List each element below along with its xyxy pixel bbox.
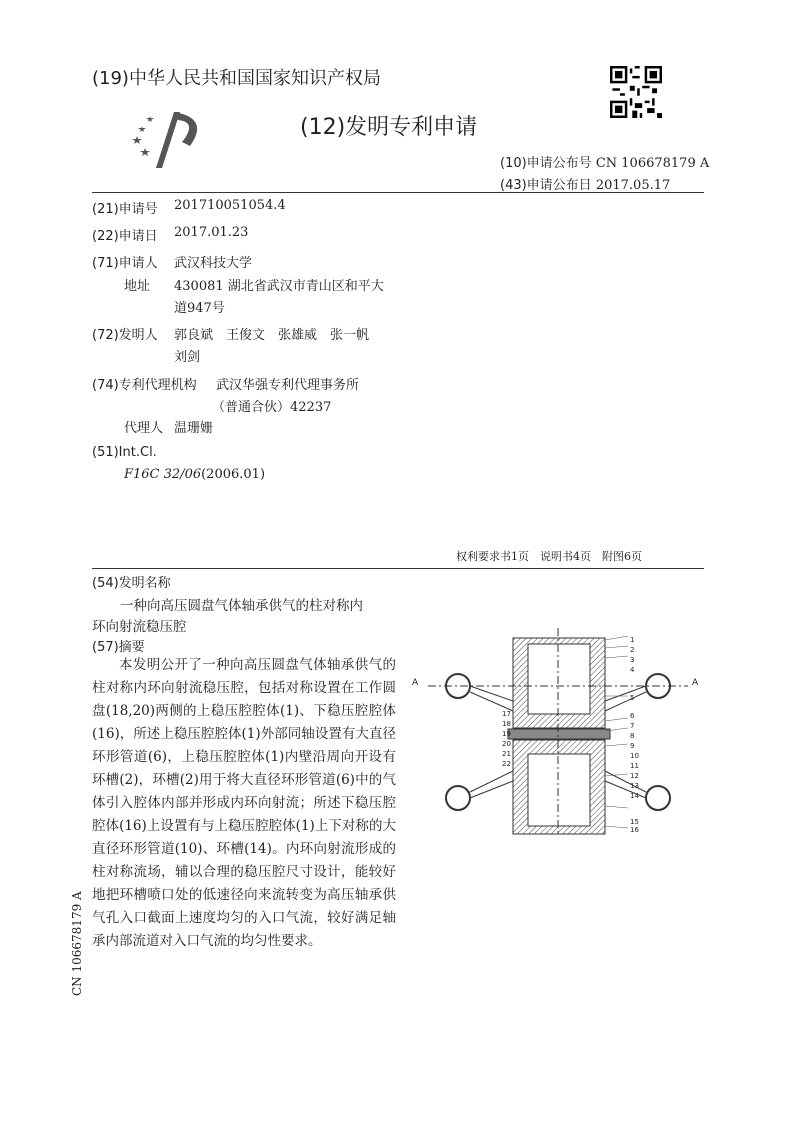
agency-line-1: 武汉华强专利代理事务所 bbox=[216, 378, 360, 393]
agency-label: (74)专利代理机构 bbox=[92, 378, 197, 393]
part-number-label: 22 bbox=[502, 760, 511, 768]
part-number-label: 7 bbox=[630, 722, 635, 730]
invention-title-line-2: 环向射流稳压腔 bbox=[92, 619, 187, 635]
abstract-text: 本发明公开了一种向高压圆盘气体轴承供气的柱对称内环向射流稳压腔，包括对称设置在工作圆盘(18,20)两侧的上稳压腔腔体(1)、下稳压腔腔体(16)，所述上稳压腔腔体(1)外部同轴设置有大直径环形管道(6)，上稳压腔腔体(1)内壁沿周向开设有环槽(2)，环槽(2)用于将大直径环形管道(6)中的气体引入腔体内部并形成内环向射流；所述下稳压腔腔体(16)上设置有与上稳压腔腔体(1)上下对称的大直径环形管道(10)、环槽(14)。内环向射流形成的柱对称流场，辅以合理的稳压腔尺寸设计，能较好地把环槽喷口处的低速径向来流转变为高压轴承供气孔入口截面上速度均匀的入口气流，较好满足轴承内部流道对入口气流的均匀性要求。 bbox=[92, 657, 396, 949]
part-number-label: 10 bbox=[630, 752, 639, 760]
publication-date-line bbox=[500, 174, 670, 193]
part-number-label: 11 bbox=[630, 762, 639, 770]
application-number: 201710051054.4 bbox=[174, 198, 286, 213]
office-name: (19)中华人民共和国国家知识产权局 bbox=[92, 68, 381, 89]
section-label-right: A bbox=[692, 678, 699, 688]
inventors-label: (72)发明人 bbox=[92, 328, 158, 343]
abstract-drawing bbox=[408, 626, 708, 836]
part-number-label: 12 bbox=[630, 772, 639, 780]
header-divider bbox=[92, 192, 704, 193]
part-number-label: 19 bbox=[502, 730, 511, 738]
inventors-line-1: 郭良斌 王俊文 张雄威 张一帆 bbox=[174, 328, 370, 343]
part-number-label: 6 bbox=[630, 712, 635, 720]
filing-date: 2017.01.23 bbox=[174, 225, 249, 240]
part-number-label: 18 bbox=[502, 720, 511, 728]
publication-date: 2017.05.17 bbox=[595, 178, 671, 193]
intcl-code bbox=[124, 467, 265, 482]
part-number-label: 5 bbox=[630, 694, 635, 702]
address-line-1: 430081 湖北省武汉市青山区和平大 bbox=[174, 279, 384, 294]
invention-title-line-1: 一种向高压圆盘气体轴承供气的柱对称内 bbox=[120, 598, 363, 614]
part-number-label: 20 bbox=[502, 740, 511, 748]
part-number-label: 2 bbox=[630, 646, 635, 654]
abstract-label: (57)摘要 bbox=[92, 640, 145, 655]
section-label-left: A bbox=[412, 678, 419, 688]
part-number-label: 4 bbox=[630, 666, 635, 674]
address-line-2: 道947号 bbox=[174, 301, 225, 316]
part-number-label: 13 bbox=[630, 782, 639, 790]
applicant: 武汉科技大学 bbox=[174, 256, 253, 271]
applicant-label: (71)申请人 bbox=[92, 256, 158, 271]
part-number-label: 1 bbox=[630, 636, 635, 644]
intcl-label: (51)Int.Cl. bbox=[92, 445, 157, 460]
cnipa-logo bbox=[128, 106, 218, 176]
intcl-code-text: F16C 32/06 bbox=[124, 467, 202, 482]
publication-date-label: (43)申请公布日 bbox=[500, 178, 592, 193]
part-number-label: 17 bbox=[502, 710, 511, 718]
publication-number-label: (10)申请公布号 bbox=[500, 156, 592, 171]
pages-info: 权利要求书1页 说明书4页 附图6页 bbox=[456, 550, 642, 563]
filing-date-label: (22)申请日 bbox=[92, 229, 158, 244]
pages-divider bbox=[92, 568, 704, 569]
qr-code bbox=[610, 66, 662, 118]
application-number-label: (21)申请号 bbox=[92, 202, 158, 217]
address-label: 地址 bbox=[124, 279, 151, 294]
part-number-label: 8 bbox=[630, 732, 635, 740]
part-number-label: 14 bbox=[630, 792, 639, 800]
part-number-label: 21 bbox=[502, 750, 511, 758]
invention-title-label: (54)发明名称 bbox=[92, 576, 171, 591]
document-type-title: (12)发明专利申请 bbox=[300, 115, 478, 140]
agent-label: 代理人 bbox=[124, 421, 164, 436]
side-publication-number: CN 106678179 A bbox=[70, 891, 84, 996]
publication-number: CN 106678179 A bbox=[595, 156, 710, 171]
agent: 温珊姗 bbox=[174, 421, 214, 436]
part-number-label: 3 bbox=[630, 656, 635, 664]
intcl-version: (2006.01) bbox=[201, 467, 266, 482]
inventors-line-2: 刘剑 bbox=[174, 350, 201, 365]
part-number-label: 16 bbox=[630, 826, 639, 834]
part-number-label: 9 bbox=[630, 742, 635, 750]
part-number-label: 15 bbox=[630, 818, 639, 826]
publication-number-line bbox=[500, 152, 709, 171]
agency-line-2: （普通合伙）42237 bbox=[212, 400, 332, 415]
